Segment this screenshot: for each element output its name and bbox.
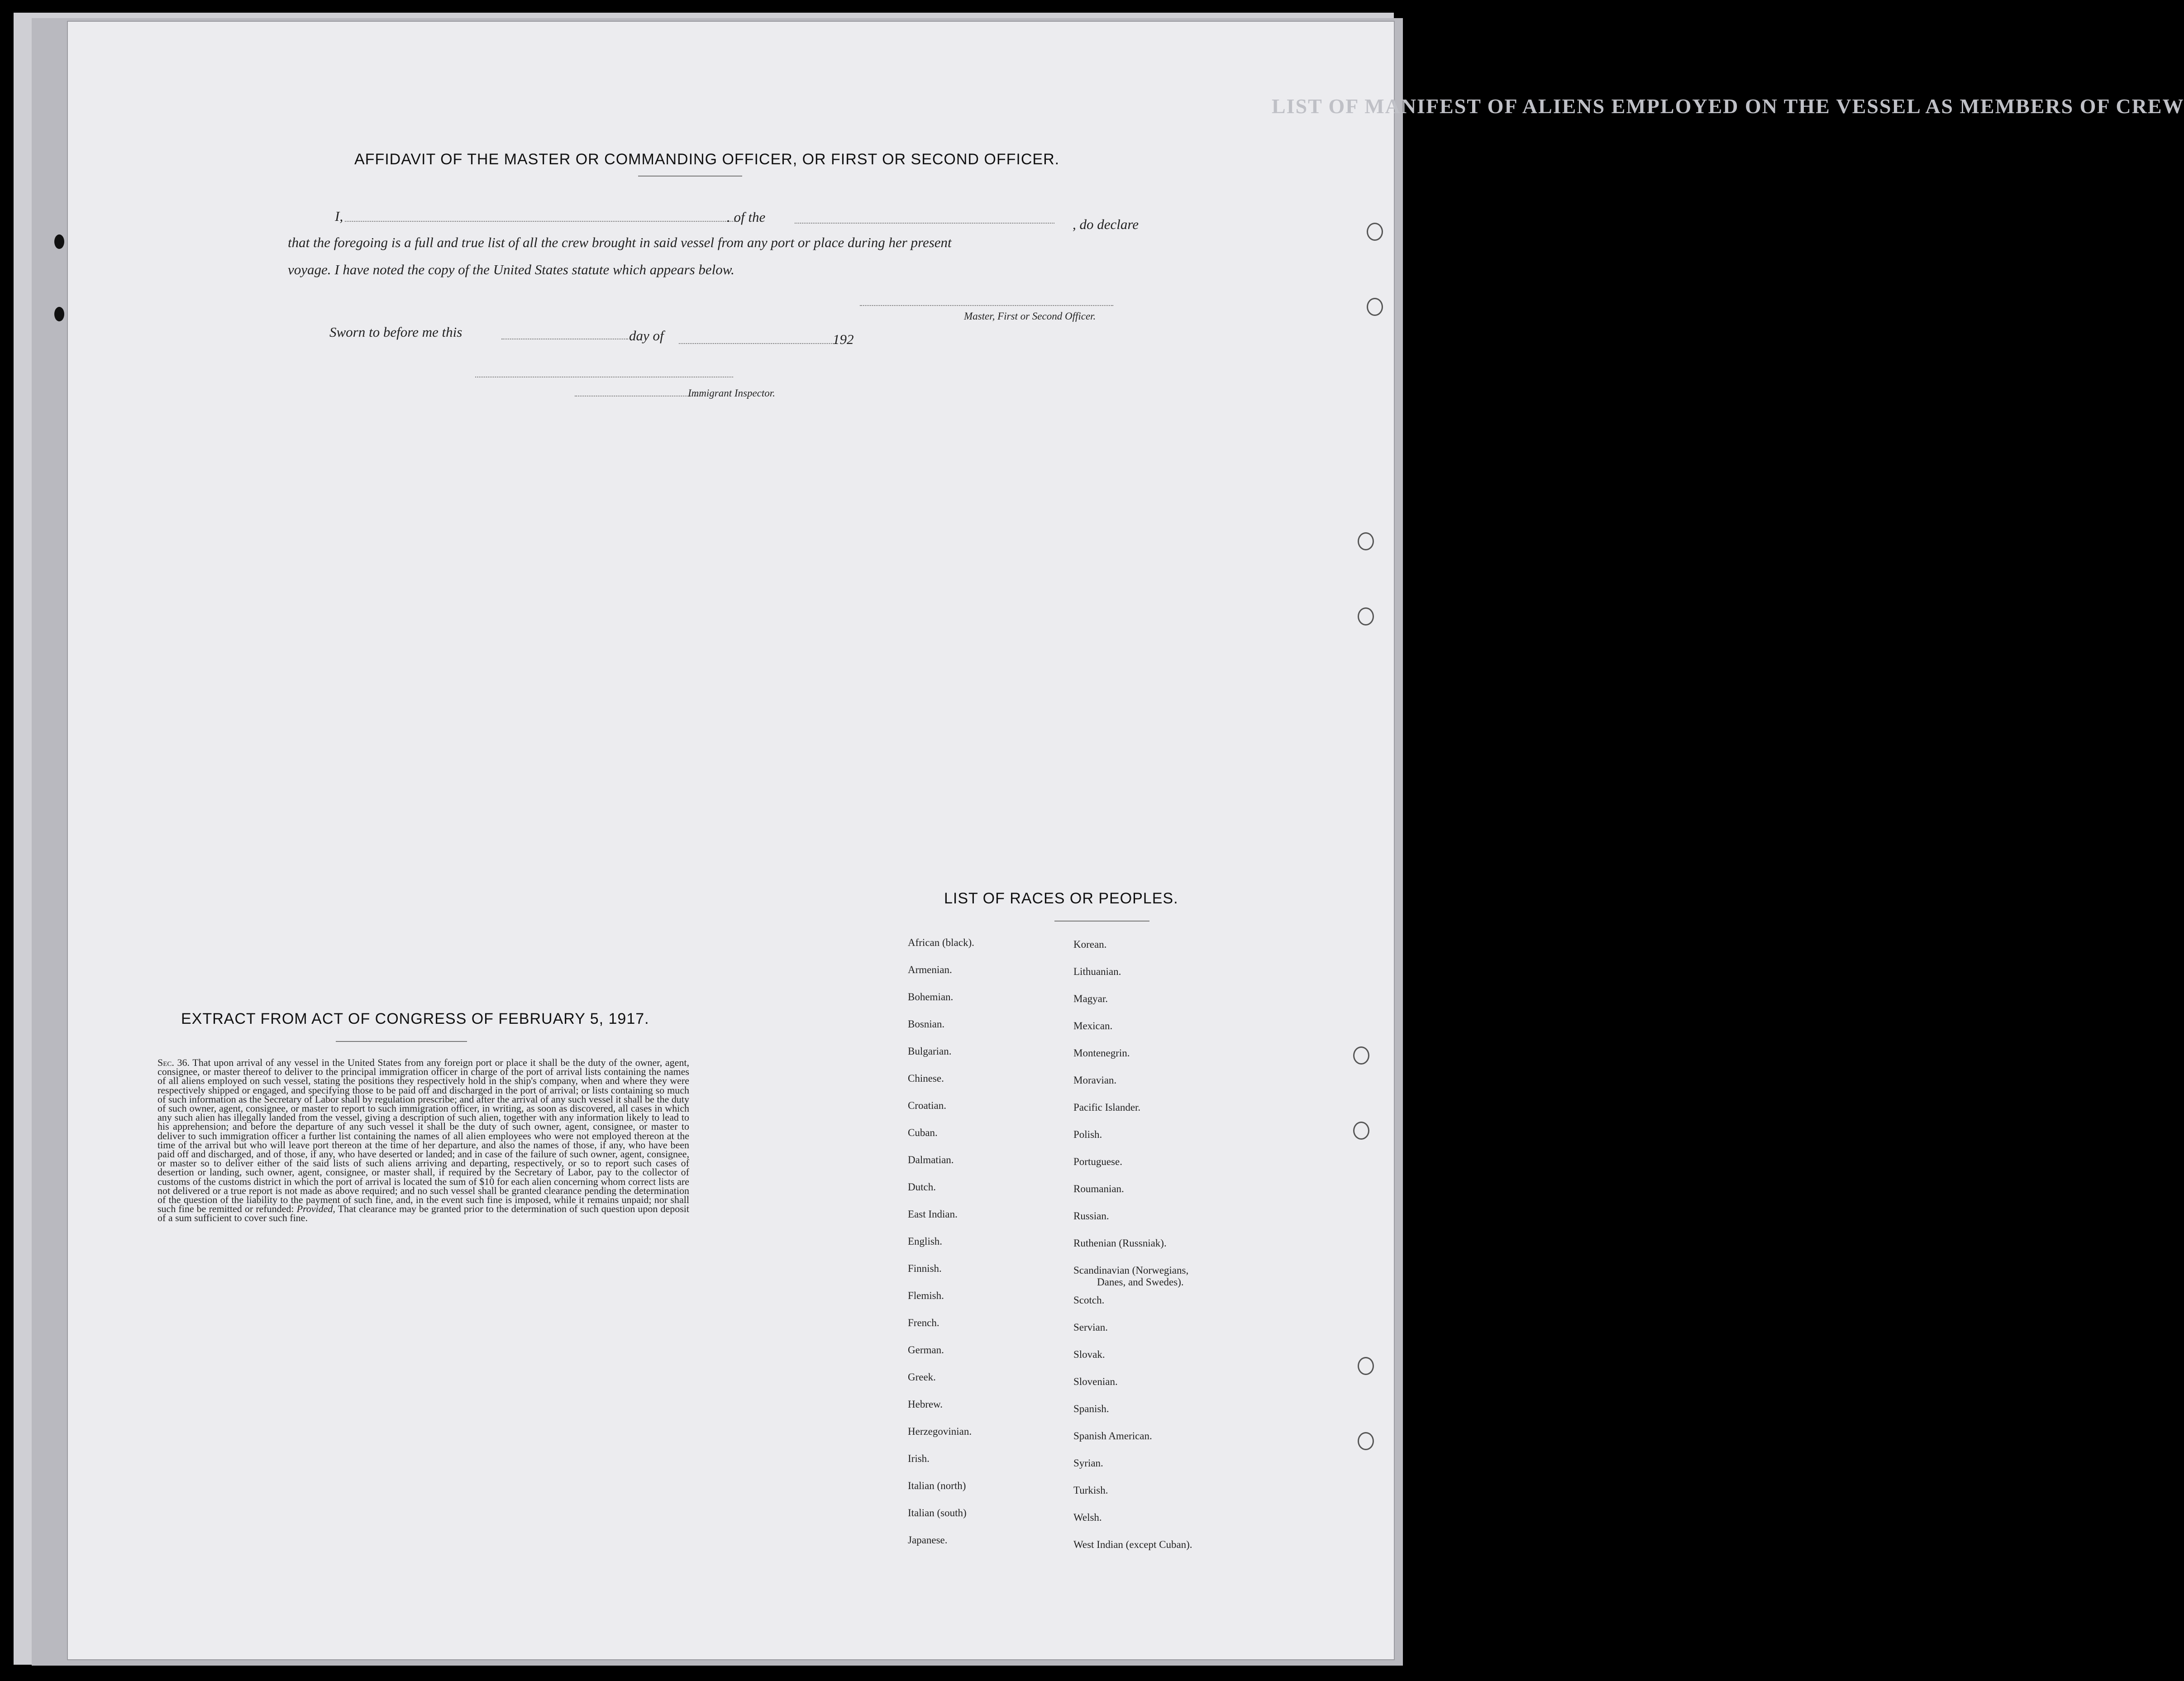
master-signature-line — [860, 305, 1113, 306]
binder-hole — [1353, 1046, 1369, 1065]
race-item: Pacific Islander. — [1073, 1102, 1141, 1113]
race-item: Turkish. — [1073, 1485, 1108, 1496]
race-item: Chinese. — [908, 1073, 944, 1084]
name-blank-line — [345, 221, 739, 222]
race-item: Irish. — [908, 1453, 930, 1464]
race-item: Slovak. — [1073, 1349, 1105, 1360]
binder-hole — [1358, 1432, 1374, 1450]
race-item: Portuguese. — [1073, 1156, 1122, 1167]
binder-hole — [1358, 532, 1374, 550]
race-item: Spanish. — [1073, 1403, 1109, 1414]
race-item: Bosnian. — [908, 1018, 945, 1030]
race-item: French. — [908, 1317, 939, 1328]
race-item: Cuban. — [908, 1127, 938, 1138]
race-item: West Indian (except Cuban). — [1073, 1539, 1192, 1550]
race-item: Italian (north) — [908, 1480, 966, 1491]
race-item: English. — [908, 1236, 943, 1247]
race-item: Bulgarian. — [908, 1046, 952, 1057]
race-item: Hebrew. — [908, 1399, 943, 1410]
race-item: Bohemian. — [908, 991, 954, 1003]
affidavit-line1-end: , do declare — [1073, 216, 1139, 232]
extract-text: That upon arrival of any vessel in the United States from any foreign port or place it shall be the duty of the owner, agent, consignee, or master thereof to deliver to the principal immigration officer in charge of the port of arrival lists containing the names of all aliens employed on such vessel, stating the positions they respectively hold in the ship's company, when and where they were respectively shipped or engaged, and specifying those to be paid off and discharged in the port of arrival; or lists containing so much of such information as the Secretary of Labor shall by regulation prescribe; and after the arrival of any such vessel it shall be the duty of such owner, agent, consignee, or master to report to such immigration officer, in writing, as soon as discovered, all cases in which any such alien has illegally landed from the vessel, giving a description of such alien, together with any information likely to lead to his apprehension; and before the departure of any such vessel it shall be the duty of such owner, agent, consignee, or master to deliver to such immigration officer a further list containing the names of all alien employees who were not employed thereon at the time of the arrival but who will leave port thereon at the time of her departure, and also the names of those, if any, who have been paid off and discharged, and of those, if any, who have deserted or landed; and in case of the failure of such owner, agent, consignee, or master so to deliver either of the said lists of such aliens arriving and departing, respectively, or so to report such cases of desertion or landing, such owner, agent, consignee, or master shall, if required by the Secretary of Labor, pay to the collector of customs of the customs district in which the port of arrival is located the sum of $10 for each alien concerning whom correct lists are not delivered or a true report is not made as above required; and no such vessel shall be granted clearance pending the determination of the question of the liability to the payment of such fine, and, in the event such fine is imposed, while it remains unpaid; nor shall such fine be remitted or refunded: — [157, 1057, 689, 1215]
race-item-line: Scandinavian (Norwegians, — [1073, 1265, 1189, 1276]
day-of-text: day of — [629, 328, 664, 344]
race-item-continuation: Danes, and Swedes). — [1097, 1276, 1184, 1288]
race-item: Ruthenian (Russniak). — [1073, 1237, 1167, 1249]
title-underline — [638, 176, 742, 177]
race-item — [1073, 1265, 1188, 1288]
race-item: Polish. — [1073, 1129, 1102, 1140]
affidavit-line2: that the foregoing is a full and true list of all the crew brought in said vessel from any port or place during her present — [288, 234, 952, 250]
year-text: 192 — [833, 331, 854, 347]
race-item: Armenian. — [908, 964, 952, 975]
race-item: German. — [908, 1344, 944, 1356]
race-item: Flemish. — [908, 1290, 944, 1301]
affidavit-line1-mid: . of the — [727, 209, 766, 225]
race-item: Welsh. — [1073, 1512, 1102, 1523]
race-item: Servian. — [1073, 1322, 1108, 1333]
races-title-underline — [1054, 921, 1149, 922]
affidavit-line1-start: I, — [335, 208, 343, 224]
race-item: Spanish American. — [1073, 1430, 1152, 1442]
binder-hole — [1353, 1122, 1369, 1140]
section-label: Sec. 36. — [157, 1057, 190, 1068]
race-item: Lithuanian. — [1073, 966, 1121, 977]
binder-hole — [1358, 1357, 1374, 1375]
race-item: Greek. — [908, 1371, 936, 1383]
bleed-through-text: LIST OF MANIFEST OF ALIENS EMPLOYED ON THE VESSEL AS MEMBERS OF CREW — [1272, 95, 2184, 118]
race-item: Korean. — [1073, 939, 1107, 950]
punch-mark — [54, 307, 64, 321]
binder-hole — [1367, 298, 1383, 316]
sworn-text: Sworn to before me this — [329, 324, 463, 340]
race-item: Roumanian. — [1073, 1183, 1124, 1194]
race-item: Slovenian. — [1073, 1376, 1118, 1387]
binder-hole — [1367, 223, 1383, 241]
race-item: Finnish. — [908, 1263, 942, 1274]
extract-title-underline — [336, 1041, 467, 1042]
document-page — [68, 22, 2184, 1659]
race-item: Russian. — [1073, 1210, 1109, 1222]
race-item: Syrian. — [1073, 1457, 1103, 1469]
affidavit-line3: voyage. I have noted the copy of the United States statute which appears below. — [288, 262, 734, 277]
provided-word: Provided, — [296, 1203, 335, 1215]
race-item: Montenegrin. — [1073, 1047, 1130, 1059]
race-item: African (black). — [908, 937, 974, 948]
inspector-label: Immigrant Inspector. — [688, 387, 775, 399]
month-blank-line — [679, 343, 837, 344]
race-item: Magyar. — [1073, 993, 1108, 1004]
punch-mark — [54, 234, 64, 249]
race-item: Herzegovinian. — [908, 1426, 972, 1437]
race-item: Croatian. — [908, 1100, 946, 1111]
extract-title: EXTRACT FROM ACT OF CONGRESS OF FEBRUARY 5, 1917. — [181, 1010, 649, 1027]
extract-body — [157, 1058, 689, 1223]
race-item: Dutch. — [908, 1181, 936, 1193]
binder-hole — [1358, 607, 1374, 626]
affidavit-title: AFFIDAVIT OF THE MASTER OR COMMANDING OFFICER, OR FIRST OR SECOND OFFICER. — [354, 151, 1060, 168]
race-item: Mexican. — [1073, 1020, 1113, 1032]
race-item: East Indian. — [908, 1208, 958, 1220]
race-item: Scotch. — [1073, 1294, 1105, 1306]
race-item: Moravian. — [1073, 1075, 1117, 1086]
race-item: Dalmatian. — [908, 1154, 954, 1165]
race-item: Japanese. — [908, 1534, 948, 1546]
vessel-blank-line — [795, 223, 1054, 224]
master-label: Master, First or Second Officer. — [964, 310, 1096, 322]
races-title: LIST OF RACES OR PEOPLES. — [944, 890, 1178, 907]
extract-text-end: That clearance may be granted prior to the determination of such question upon deposit of a sum sufficient to cover such fine. — [157, 1203, 690, 1224]
race-item: Italian (south) — [908, 1507, 967, 1519]
